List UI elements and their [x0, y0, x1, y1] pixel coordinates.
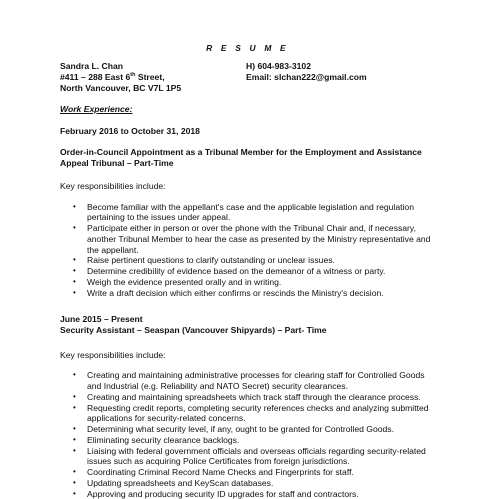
- bullet-icon: •: [73, 391, 76, 401]
- contact-address-line1: [60, 72, 165, 83]
- list-item: • Weigh the evidence presented orally and in writing.: [73, 276, 282, 287]
- address-line1-post: Street,: [135, 72, 165, 83]
- bullet-icon: •: [73, 424, 76, 434]
- bullet-icon: •: [73, 467, 76, 477]
- job-2-responsibilities: [60, 370, 440, 499]
- bullet-icon: •: [73, 201, 76, 211]
- list-item: • Coordinating Criminal Record Name Checks and Fingerprints for staff.: [73, 467, 354, 478]
- list-item: • Determining what security level, if any, ought to be granted for Controlled Goods.: [73, 424, 394, 435]
- bullet-icon: •: [73, 223, 76, 233]
- job-1-resp-intro: Key responsibilities include:: [60, 180, 166, 191]
- bullet-icon: •: [73, 434, 76, 444]
- contact-phone: H) 604-983-3102: [246, 61, 311, 71]
- bullet-icon: •: [73, 488, 76, 498]
- bullet-icon: •: [73, 402, 76, 412]
- contact-name: Sandra L. Chan: [60, 61, 124, 71]
- list-item: • Requesting credit reports, completing security references checks and analyzing submitted applications for security-related concerns.: [73, 402, 429, 424]
- job-1-position: Order-in-Council Appointment as a Tribunal Member for the Employment and Assistance Appeal Tribunal – Part-Time: [60, 147, 422, 169]
- bullet-icon: •: [73, 370, 76, 380]
- list-item: • Write a draft decision which either confirms or rescinds the Ministry's decision.: [73, 287, 384, 298]
- job-2-position: Security Assistant – Seaspan (Vancouver Shipyards) – Part- Time: [60, 325, 327, 336]
- list-item: • Approving and producing security ID upgrades for staff and contractors.: [73, 488, 359, 499]
- address-line1-sup: th: [130, 72, 136, 79]
- list-item: • Become familiar with the appellant's case and the applicable legislation and regulation pertaining to the issues under appeal.: [73, 201, 414, 223]
- job-2-resp-intro: Key responsibilities include:: [60, 349, 166, 360]
- resume-title: R E S U M E: [206, 43, 289, 53]
- bullet-icon: •: [73, 266, 76, 276]
- address-line1-pre: #411 – 288 East 6: [60, 72, 131, 83]
- list-item: • Eliminating security clearance backlogs.: [73, 434, 240, 445]
- list-item: • Creating and maintaining administrative processes for clearing staff for Controlled Goods and Industrial (e.g. Reliability and NATO Secret) security clearances.: [73, 370, 425, 392]
- contact-email: Email: slchan222@gmail.com: [246, 72, 367, 83]
- list-item: • Raise pertinent questions to clarify outstanding or unclear issues.: [73, 255, 335, 266]
- bullet-icon: •: [73, 477, 76, 487]
- job-1-dates: February 2016 to October 31, 2018: [60, 125, 200, 136]
- section-heading: Work Experience:: [60, 104, 133, 114]
- bullet-icon: •: [73, 255, 76, 265]
- contact-block: [60, 61, 480, 95]
- job-2-dates: June 2015 – Present: [60, 314, 143, 325]
- list-item: • Liaising with federal government officials and overseas officials regarding security-related issues such as acquiring Police Certificates from foreign jurisdictions.: [73, 445, 426, 467]
- work-experience-section: [60, 104, 440, 499]
- contact-address-line2: North Vancouver, BC V7L 1P5: [60, 83, 182, 94]
- job-1-responsibilities: [60, 202, 440, 299]
- list-item: • Creating and maintaining spreadsheets which track staff through the clearance process.: [73, 391, 421, 402]
- list-item: • Determine credibility of evidence based on the demeanor of a witness or party.: [73, 266, 386, 277]
- list-item: • Participate either in person or over the phone with the Tribunal Chair and, if necessary, another Tribunal Member to hear the case as presented by the Ministry representative and the appellant.: [73, 223, 431, 255]
- bullet-icon: •: [73, 287, 76, 297]
- bullet-icon: •: [73, 445, 76, 455]
- bullet-icon: •: [73, 276, 76, 286]
- list-item: • Updating spreadsheets and KeyScan databases.: [73, 477, 274, 488]
